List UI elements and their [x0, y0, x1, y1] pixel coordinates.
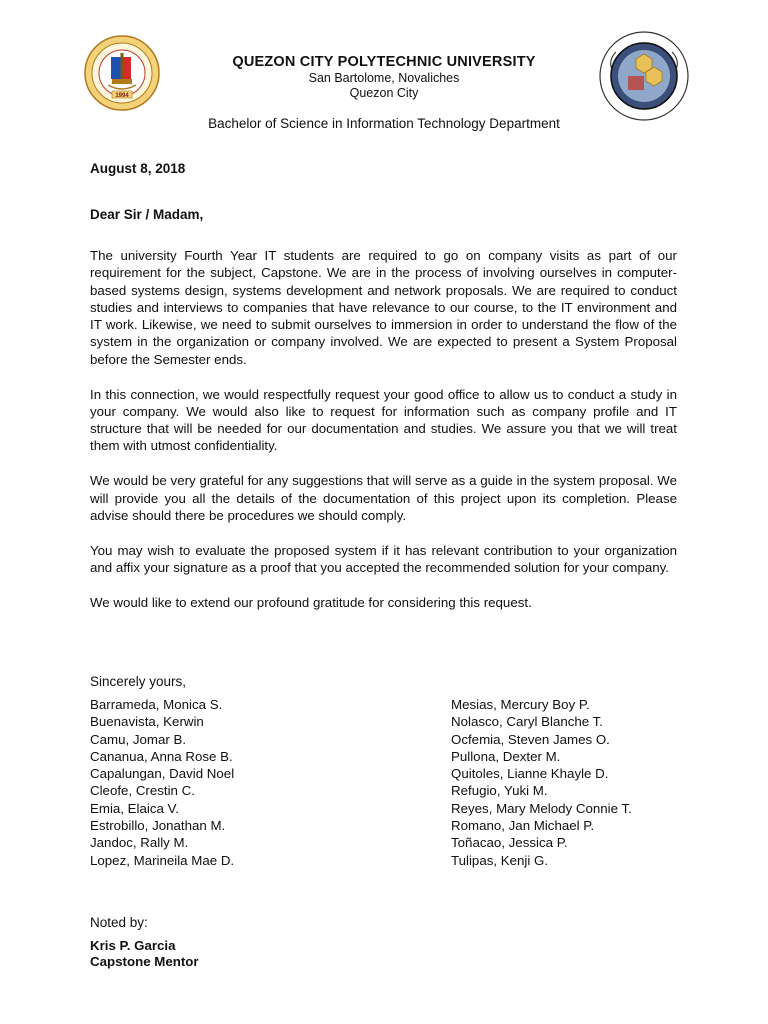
mentor-block	[90, 938, 199, 970]
address-line-1: San Bartolome, Novaliches	[308, 71, 460, 85]
paragraph: In this connection, we would respectfully request your good office to allow us to conduct a study in your company. We would also like to request for information such as company profile and IT structure that will be needed for our documentation and studies. We assure you that we will treat them with utmost confidentiality.	[90, 386, 677, 454]
signatory-name: Cleofe, Crestin C.	[90, 783, 195, 799]
salutation: Dear Sir / Madam,	[90, 207, 204, 222]
signatory-name: Barrameda, Monica S.	[90, 697, 223, 712]
signatory-name: Nolasco, Caryl Blanche T.	[451, 714, 603, 730]
seal-year: 1994	[115, 92, 129, 99]
signatory-name: Quitoles, Lianne Khayle D.	[451, 766, 609, 782]
signatory-name: Jandoc, Rally M.	[90, 835, 189, 851]
signatory-name: Buenavista, Kerwin	[90, 714, 204, 730]
signatory-name: Romano, Jan Michael P.	[451, 818, 595, 834]
signatory-name: Emia, Elaica V.	[90, 800, 179, 816]
university-seal-icon	[84, 35, 160, 111]
letter-body	[90, 247, 677, 629]
signatories-right	[451, 696, 632, 869]
paragraph: You may wish to evaluate the proposed system if it has relevant contribution to your organization and affix your signature as a proof that you accepted the recommended solution for your company.	[90, 542, 677, 575]
paragraph: The university Fourth Year IT students are required to go on company visits as part of our requirement for the subject, Capstone. We are in the process of involving ourselves in computer-based systems design, systems development and network proposals. We are required to conduct studies and interviews to companies that have relevance to our course, to the IT environment and IT work. Likewise, we need to submit ourselves to immersion in order to understand the flow of the system in the organization or company involved. We are expected to present a System Proposal before the Semester ends.	[90, 248, 677, 367]
signatories-left	[90, 696, 234, 869]
signatory-name: Estrobillo, Jonathan M.	[90, 818, 226, 834]
department-name: Bachelor of Science in Information Technology Department	[208, 116, 560, 131]
mentor-name: Kris P. Garcia	[90, 938, 176, 953]
paragraph: We would be very grateful for any suggestions that will serve as a guide in the system proposal. We will provide you all the details of the documentation of this project upon its completion. Please advise should there be procedures we should comply.	[90, 473, 677, 523]
signatory-name: Reyes, Mary Melody Connie T.	[451, 800, 632, 816]
letter-date: August 8, 2018	[90, 161, 186, 176]
paragraph: We would like to extend our profound gratitude for considering this request.	[90, 594, 532, 610]
signatory-name: Cananua, Anna Rose B.	[90, 748, 233, 764]
signatory-name: Tulipas, Kenji G.	[451, 852, 549, 868]
signatory-name: Capalungan, David Noel	[90, 766, 235, 782]
signatory-name: Refugio, Yuki M.	[451, 783, 548, 799]
signatory-name: Lopez, Marineila Mae D.	[90, 852, 235, 868]
signatory-name: Pullona, Dexter M.	[451, 748, 561, 764]
university-name: QUEZON CITY POLYTECHNIC UNIVERSITY	[232, 54, 536, 70]
letterhead	[170, 53, 598, 101]
mentor-title: Capstone Mentor	[90, 954, 199, 969]
signatory-name: Camu, Jomar B.	[90, 731, 187, 747]
signatory-name: Toñacao, Jessica P.	[451, 835, 568, 851]
signatory-name: Ocfemia, Steven James O.	[451, 731, 610, 747]
closing: Sincerely yours,	[90, 674, 187, 689]
it-department-seal-icon	[598, 30, 690, 122]
noted-by-label: Noted by:	[90, 915, 148, 930]
signatory-name: Mesias, Mercury Boy P.	[451, 697, 590, 712]
address-line-2: Quezon City	[349, 86, 419, 100]
